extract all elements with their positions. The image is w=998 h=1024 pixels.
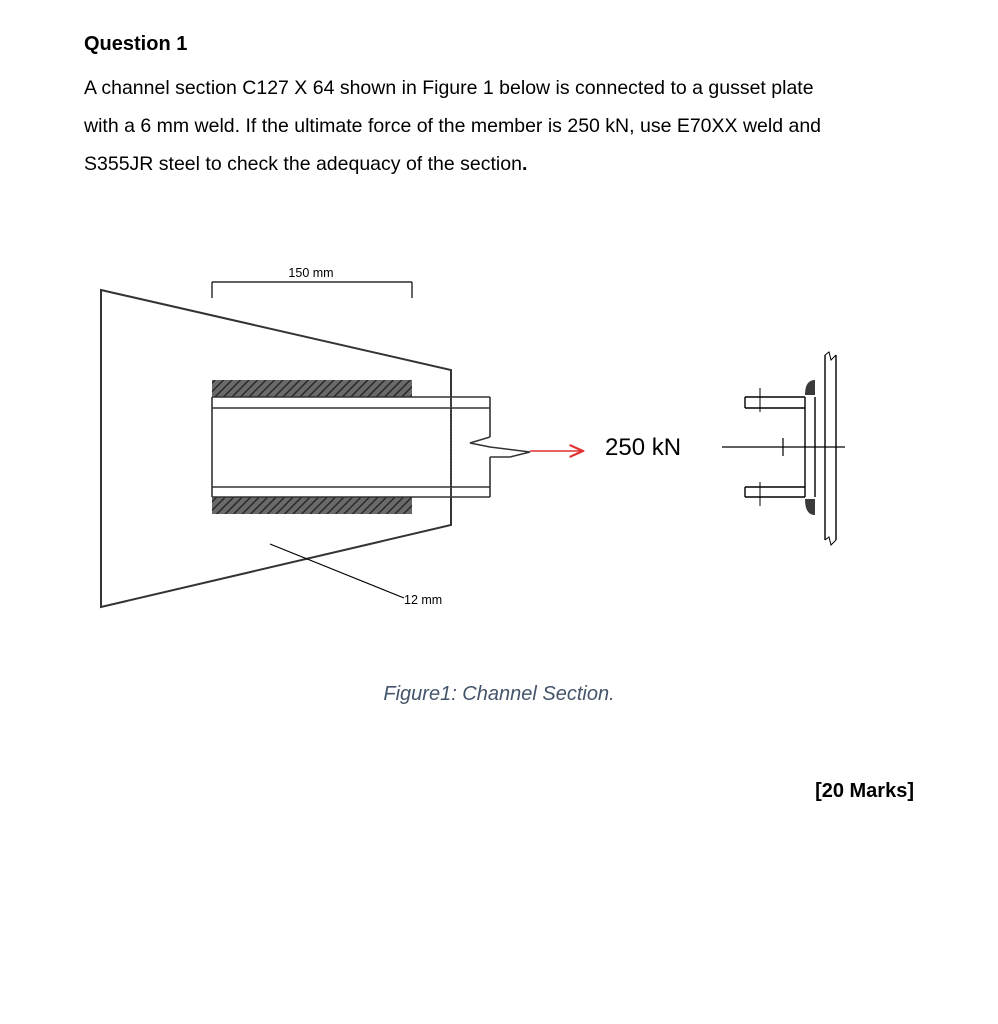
end-view — [722, 352, 845, 545]
figure-caption: Figure1: Channel Section. — [383, 683, 615, 705]
channel-section-figure — [0, 240, 998, 640]
question-line-3-text: S355JR steel to check the adequacy of the section — [84, 153, 522, 175]
bottom-weld — [212, 497, 412, 514]
dimension-150mm-label: 150 mm — [288, 266, 334, 280]
question-text — [84, 69, 944, 183]
weld-size-label: 12 mm — [404, 593, 443, 607]
gusset-plate — [101, 290, 451, 607]
top-weld — [212, 380, 412, 397]
question-line-3 — [84, 145, 944, 183]
marks-label: [20 Marks] — [815, 780, 914, 802]
force-label: 250 kN — [605, 434, 682, 461]
question-line-1: A channel section C127 X 64 shown in Figure 1 below is connected to a gusset plate — [84, 77, 814, 99]
question-title: Question 1 — [84, 33, 188, 55]
dimension-150mm — [212, 266, 412, 298]
question-line-2: with a 6 mm weld. If the ultimate force of the member is 250 kN, use E70XX weld and — [84, 115, 822, 137]
question-line-3-punct: . — [521, 153, 528, 175]
